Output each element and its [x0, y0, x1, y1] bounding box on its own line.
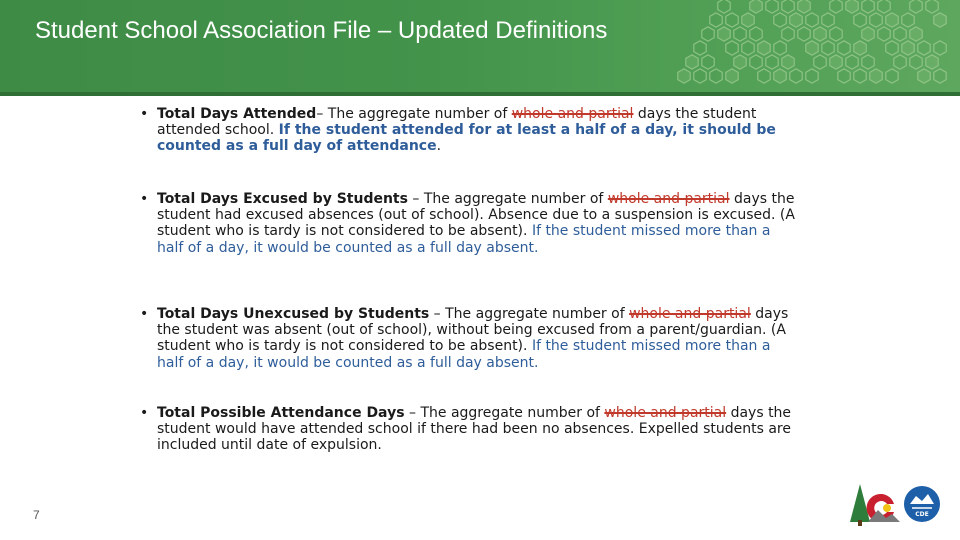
- definition-term: Total Days Attended: [157, 106, 317, 122]
- hexagon-shape: [918, 69, 930, 83]
- definition-text: The aggregate number of: [420, 405, 605, 421]
- hexagon-shape: [854, 13, 866, 27]
- hexagon-shape: [838, 41, 850, 55]
- hexagon-shape: [734, 55, 746, 69]
- hexagon-shape: [894, 27, 906, 41]
- hexagon-shape: [886, 41, 898, 55]
- hexagon-shape: [846, 0, 858, 13]
- hexagon-shape: [790, 13, 802, 27]
- hexagon-shape: [830, 55, 842, 69]
- hexagon-shape: [782, 55, 794, 69]
- hexagon-shape: [806, 13, 818, 27]
- hexagon-shape: [702, 55, 714, 69]
- slide-title: Student School Association File – Updated Definitions: [35, 17, 608, 44]
- colorado-logo-icon: [850, 484, 900, 526]
- hexagon-shape: [934, 41, 946, 55]
- hexagon-shape: [710, 69, 722, 83]
- added-text: If the student missed more than a half of a day, it would be counted as a full day absent.: [157, 223, 771, 256]
- hexagon-shape: [822, 41, 834, 55]
- title-banner: [0, 0, 960, 92]
- hexagon-shape: [910, 55, 922, 69]
- end-punct: .: [436, 138, 442, 155]
- hexagon-shape: [910, 0, 922, 13]
- hexagon-shape: [790, 69, 802, 83]
- hexagon-shape: [766, 55, 778, 69]
- hexagon-shape: [934, 13, 946, 27]
- hexagon-shape: [774, 13, 786, 27]
- hexagon-shape: [750, 27, 762, 41]
- definition-term: Total Possible Attendance Days: [157, 405, 405, 421]
- hexagon-shape: [830, 0, 842, 13]
- hexagon-shape: [726, 69, 738, 83]
- definition-text: The aggregate number of: [423, 191, 608, 207]
- hexagon-shape: [726, 41, 738, 55]
- hexagon-shape: [758, 41, 770, 55]
- hexagon-shape: [782, 0, 794, 13]
- hexagon-shape: [726, 13, 738, 27]
- definition-text: The aggregate number of: [445, 306, 630, 322]
- hexagon-shape: [742, 13, 754, 27]
- separator: –: [429, 306, 446, 322]
- hexagon-shape: [814, 55, 826, 69]
- hexagon-shape: [694, 41, 706, 55]
- hexagon-shape: [846, 55, 858, 69]
- deleted-text: whole and partial: [629, 306, 751, 322]
- hexagon-shape: [894, 55, 906, 69]
- hexagon-shape: [934, 69, 946, 83]
- hexagon-shape: [910, 27, 922, 41]
- hexagon-shape: [798, 27, 810, 41]
- hexagon-shape: [702, 27, 714, 41]
- hexagon-shape: [686, 55, 698, 69]
- hexagon-shape: [862, 55, 874, 69]
- hexagon-shape: [694, 69, 706, 83]
- list-item: [140, 306, 800, 371]
- definition-text: days the student was absent (out of school), without being excused from a parent/guardian. (A student who is tardy is not considered to be absent).: [157, 306, 789, 355]
- hexagon-shape: [854, 41, 866, 55]
- hexagon-shape: [878, 0, 890, 13]
- hexagon-shape: [718, 27, 730, 41]
- hexagon-shape: [862, 0, 874, 13]
- hexagon-shape: [750, 0, 762, 13]
- list-item: [140, 191, 800, 256]
- hexagon-shape: [814, 27, 826, 41]
- hexagon-shape: [902, 41, 914, 55]
- list-item: [140, 106, 800, 155]
- definition-term: Total Days Excused by Students: [157, 191, 408, 207]
- definition-term: Total Days Unexcused by Students: [157, 306, 430, 322]
- hexagon-shape: [926, 55, 938, 69]
- deleted-text: whole and partial: [511, 106, 634, 122]
- cde-logo-text: CDE: [915, 511, 929, 518]
- definition-text: days the student attended school.: [157, 106, 757, 139]
- cde-logos: [846, 482, 946, 530]
- hexagon-shape: [774, 41, 786, 55]
- hexagon-pattern-icon: [640, 0, 960, 92]
- hexagon-shape: [870, 13, 882, 27]
- hexagon-shape: [758, 69, 770, 83]
- deleted-text: whole and partial: [607, 191, 730, 207]
- list-item: [140, 405, 800, 454]
- hexagon-shape: [774, 69, 786, 83]
- added-text: If the student attended for at least a half of a day, it should be counted as a full day of attendance: [157, 122, 776, 155]
- hexagon-shape: [878, 27, 890, 41]
- hexagon-shape: [830, 27, 842, 41]
- page-number: 7: [33, 508, 40, 522]
- hexagon-shape: [782, 27, 794, 41]
- separator: –: [316, 106, 328, 122]
- definition-text: days the student had excused absences (out of school). Absence due to a suspension is excused. (A student who is tardy is not considered to be absent).: [157, 191, 795, 240]
- hexagon-shape: [710, 13, 722, 27]
- bullet-icon: •: [140, 306, 149, 322]
- hexagon-shape: [886, 13, 898, 27]
- separator: –: [404, 405, 421, 421]
- hexagon-shape: [734, 27, 746, 41]
- hexagon-shape: [870, 69, 882, 83]
- hexagon-shape: [742, 41, 754, 55]
- hexagon-shape: [822, 13, 834, 27]
- deleted-text: whole and partial: [604, 405, 727, 421]
- bullet-icon: •: [140, 405, 149, 421]
- hexagon-shape: [806, 41, 818, 55]
- hexagon-shape: [854, 69, 866, 83]
- hexagon-shape: [766, 0, 778, 13]
- hexagon-shape: [678, 69, 690, 83]
- title-underline: [0, 92, 960, 96]
- hexagon-shape: [750, 55, 762, 69]
- hexagon-shape: [806, 69, 818, 83]
- separator: –: [407, 191, 424, 207]
- definition-text: The aggregate number of: [327, 106, 512, 122]
- hexagon-shape: [798, 0, 810, 13]
- definition-text: days the student would have attended school if there had been no absences. Expelled students are included until date of expulsion.: [157, 405, 792, 454]
- hexagon-shape: [918, 41, 930, 55]
- hexagon-shape: [926, 0, 938, 13]
- bullet-icon: •: [140, 191, 149, 207]
- hexagon-shape: [886, 69, 898, 83]
- hexagon-shape: [902, 13, 914, 27]
- hexagon-shape: [838, 69, 850, 83]
- cde-seal-icon: [904, 486, 940, 522]
- hexagon-shape: [862, 27, 874, 41]
- hexagon-shape: [718, 0, 730, 13]
- added-text: If the student missed more than a half of a day, it would be counted as a full day absent.: [157, 338, 771, 371]
- bullet-icon: •: [140, 106, 149, 122]
